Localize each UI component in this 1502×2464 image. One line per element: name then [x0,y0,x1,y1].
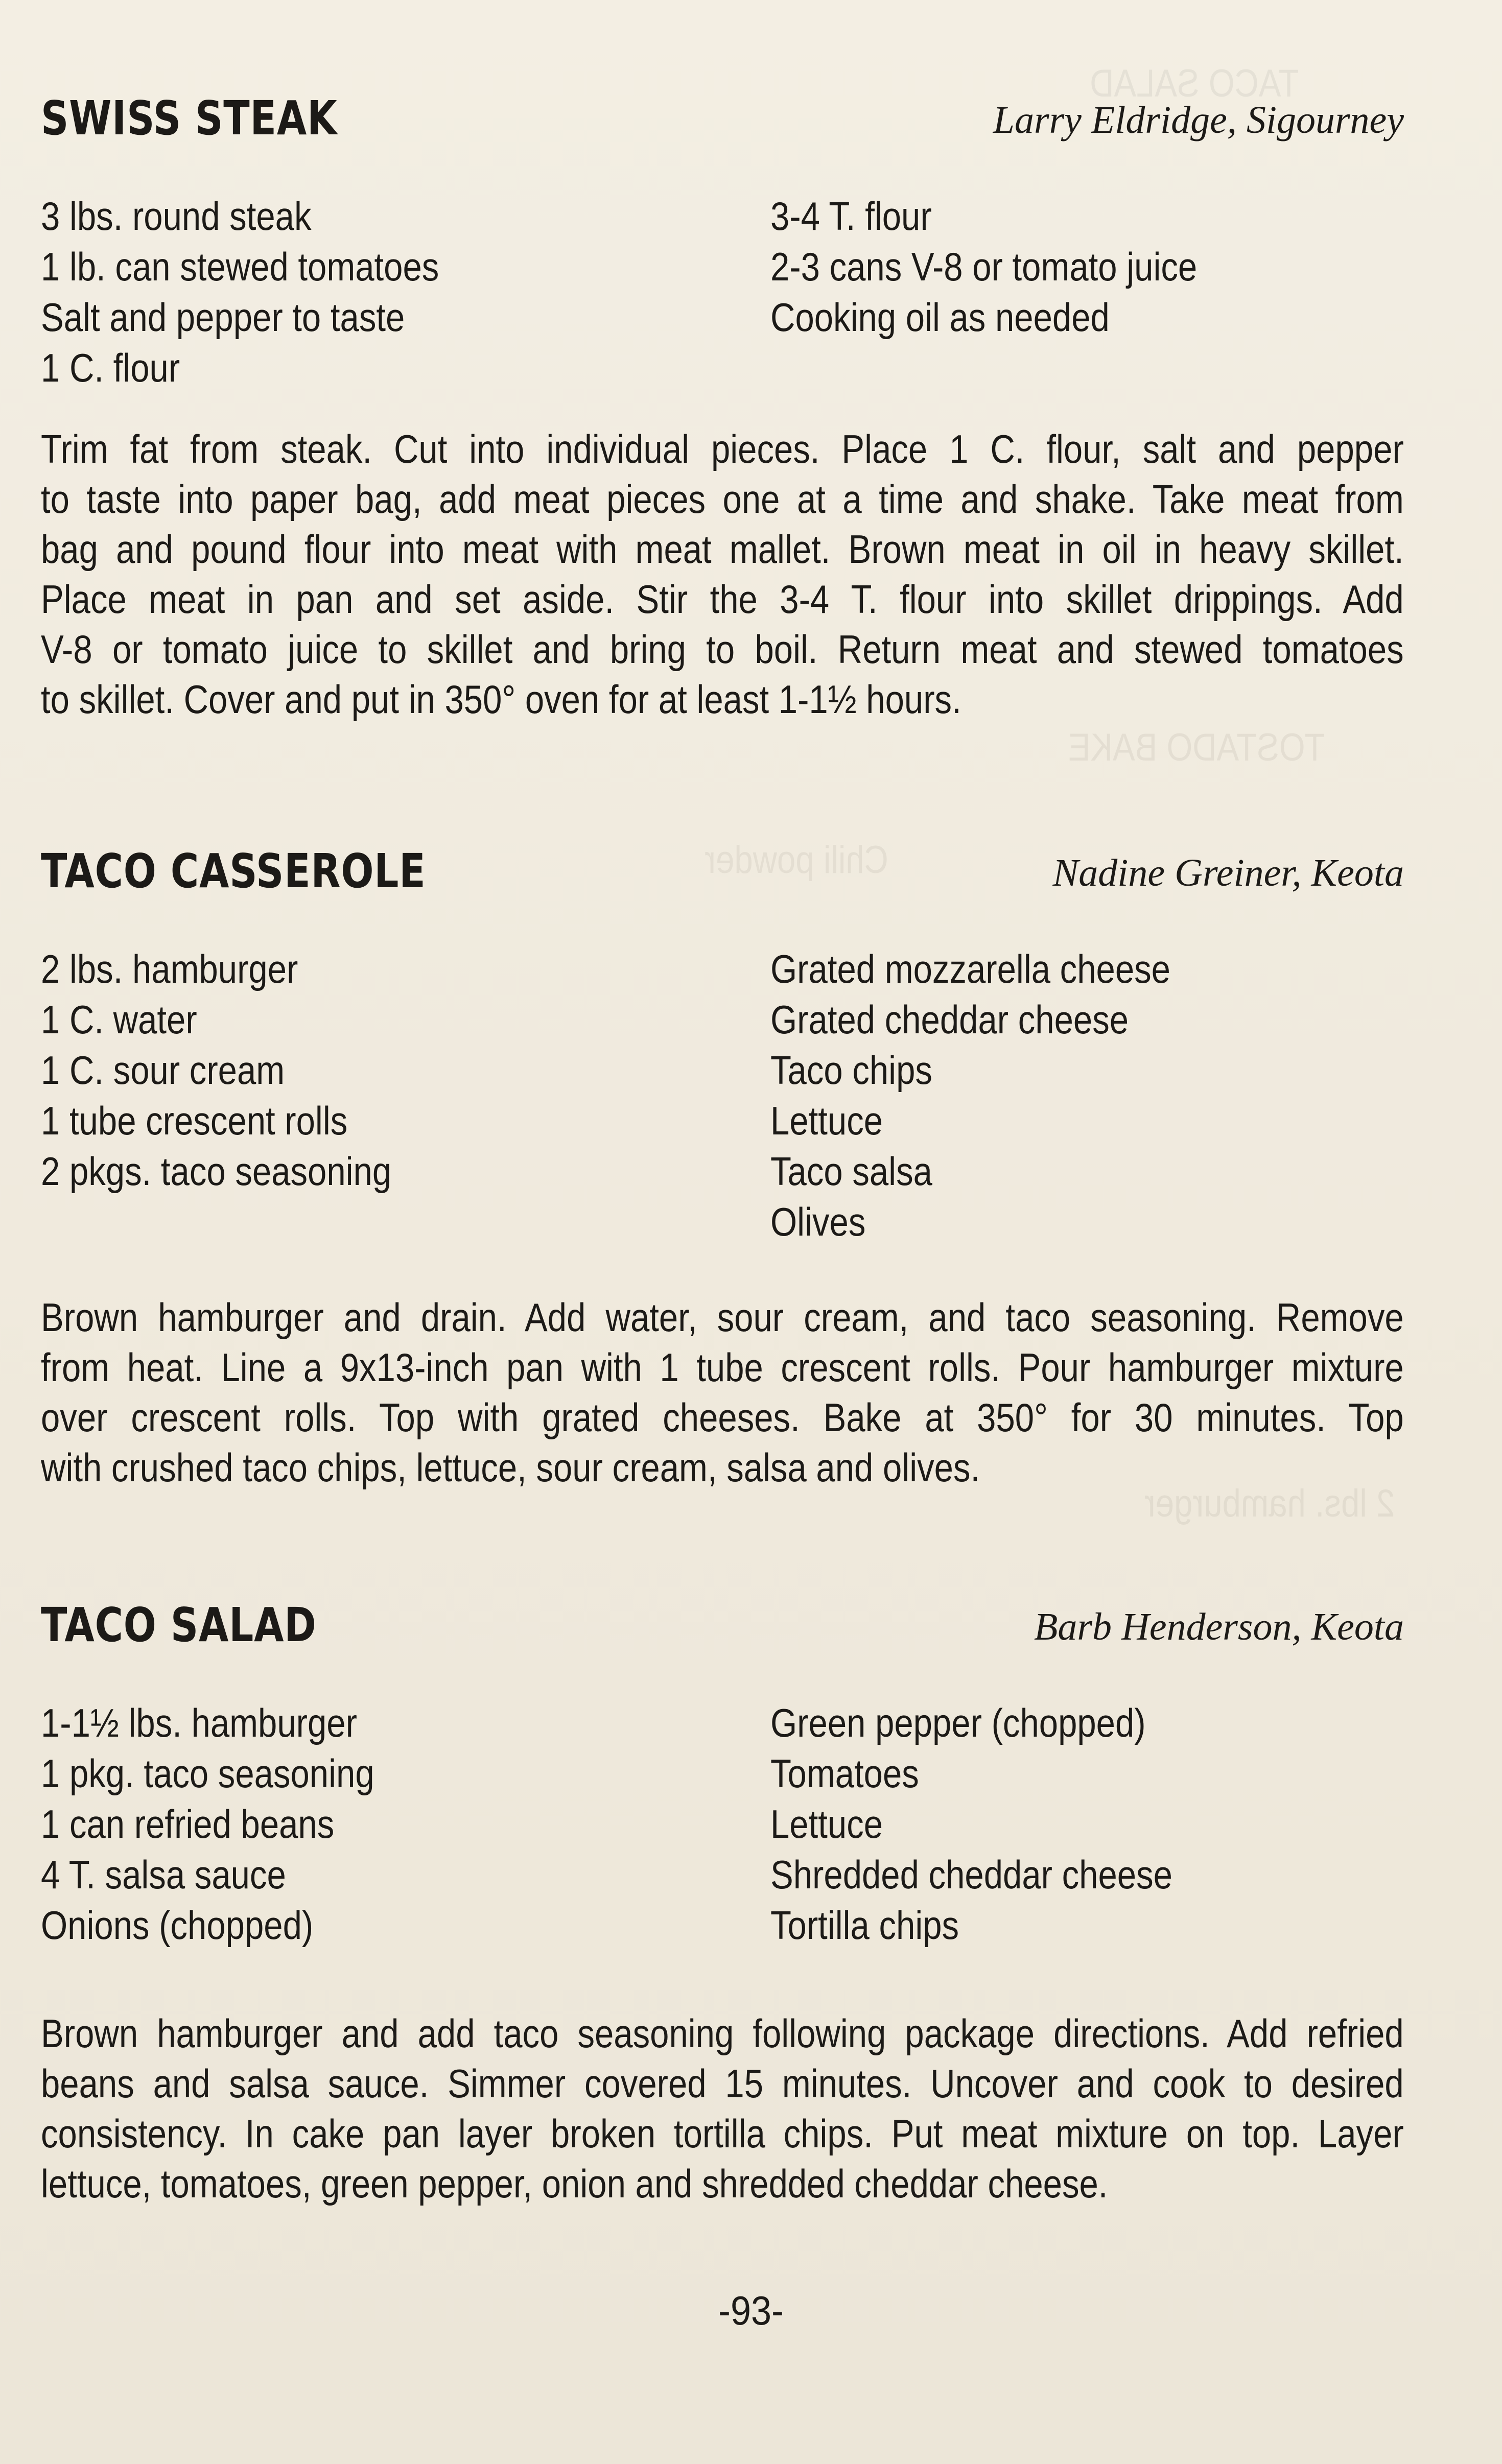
recipe-title: SWISS STEAK [41,91,338,146]
recipe-header [41,91,1404,162]
directions-line: to skillet. Cover and put in 350° oven for at least 1-1½ hours. [41,677,961,722]
bleed-through-decoration: Chili powder [705,838,888,882]
bleed-through-decoration: TACO SALAD [1090,62,1299,105]
bleed-through-decoration: 2 lbs. hamburger [1144,1482,1395,1525]
ingredient-item: 1 C. sour cream [41,1048,285,1093]
ingredient-item: Grated mozzarella cheese [770,946,1170,991]
ingredient-item: Green pepper (chopped) [770,1700,1146,1745]
ingredient-item: 2-3 cans V-8 or tomato juice [770,244,1198,289]
bleed-through-decoration: TOSTADO BAKE [1068,726,1325,769]
ingredients-left-column [41,191,504,393]
recipe-author: Nadine Greiner, Keota [1052,851,1404,894]
directions-line: lettuce, tomatoes, green pepper, onion and shredded cheddar cheese. [41,2161,1108,2206]
ingredient-item: 3 lbs. round steak [41,194,312,239]
ingredient-item: 1 C. water [41,997,197,1042]
ingredient-item: Salt and pepper to taste [41,295,405,340]
ingredient-item: 1 lb. can stewed tomatoes [41,244,439,289]
recipe-directions [41,1292,1404,1492]
directions-line: from heat. Line a 9x13-inch pan with 1 tube crescent rolls. Pour hamburger mixture [41,1345,1404,1390]
ingredients-left-column [41,1698,429,1951]
ingredients-right-column [770,944,1235,1247]
recipe-author: Barb Henderson, Keota [1034,1605,1404,1648]
directions-line: V-8 or tomato juice to skillet and bring to boil. Return meat and stewed tomatoes [41,627,1404,672]
ingredient-item: Lettuce [770,1098,883,1143]
ingredient-item: Onions (chopped) [41,1903,314,1948]
directions-line: Trim fat from steak. Cut into individual pieces. Place 1 C. flour, salt and pepper [41,427,1404,471]
directions-line: beans and salsa sauce. Simmer covered 15 minutes. Uncover and cook to desired [41,2061,1404,2106]
ingredient-item: Tortilla chips [770,1903,959,1948]
ingredients-left-column [41,944,449,1197]
ingredient-item: 1 C. flour [41,345,180,390]
recipe-header [41,844,1404,915]
recipe-directions [41,424,1404,724]
directions-line: Place meat in pan and set aside. Stir the 3-4 T. flour into skillet drippings. Add [41,577,1404,622]
recipe-title: TACO CASSEROLE [41,844,426,898]
page-number: -93- [718,2288,784,2333]
directions-line: bag and pound flour into meat with meat mallet. Brown meat in oil in heavy skillet. [41,527,1404,572]
ingredient-item: Grated cheddar cheese [770,997,1129,1042]
recipe-header [41,1598,1404,1669]
ingredient-item: 1-1½ lbs. hamburger [41,1700,357,1745]
ingredient-item: Taco chips [770,1048,932,1093]
directions-line: to taste into paper bag, add meat pieces one at a time and shake. Take meat from [41,477,1404,522]
directions-line: consistency. In cake pan layer broken tortilla chips. Put meat mixture on top. Layer [41,2111,1404,2156]
ingredient-item: 2 pkgs. taco seasoning [41,1149,392,1194]
recipe-taco-casserole [41,844,1404,1490]
recipe-author: Larry Eldridge, Sigourney [993,99,1404,141]
ingredient-item: Tomatoes [770,1751,919,1796]
ingredient-item: Shredded cheddar cheese [770,1852,1172,1897]
ingredient-item: Taco salsa [770,1149,932,1194]
ingredient-item: 1 can refried beans [41,1802,335,1846]
ingredient-item: Olives [770,1199,866,1244]
ingredient-item: 3-4 T. flour [770,194,932,239]
ingredient-item: Cooking oil as needed [770,295,1110,340]
directions-line: with crushed taco chips, lettuce, sour cream, salsa and olives. [41,1445,980,1490]
ingredients-right-column [770,1698,1238,1951]
ingredient-item: 4 T. salsa sauce [41,1852,286,1897]
ingredient-item: 1 tube crescent rolls [41,1098,348,1143]
ingredient-item: 2 lbs. hamburger [41,946,298,991]
recipe-directions [41,2008,1404,2209]
directions-line: over crescent rolls. Top with grated cheeses. Bake at 350° for 30 minutes. Top [41,1395,1404,1440]
recipe-title: TACO SALAD [41,1598,317,1652]
directions-line: Brown hamburger and add taco seasoning following package directions. Add refried [41,2011,1404,2056]
ingredients-right-column [770,191,1266,343]
recipe-swiss-steak [41,91,1404,722]
ingredient-item: 1 pkg. taco seasoning [41,1751,374,1796]
directions-line: Brown hamburger and drain. Add water, sour cream, and taco seasoning. Remove [41,1295,1404,1340]
recipe-taco-salad [41,1598,1404,2206]
ingredient-item: Lettuce [770,1802,883,1846]
